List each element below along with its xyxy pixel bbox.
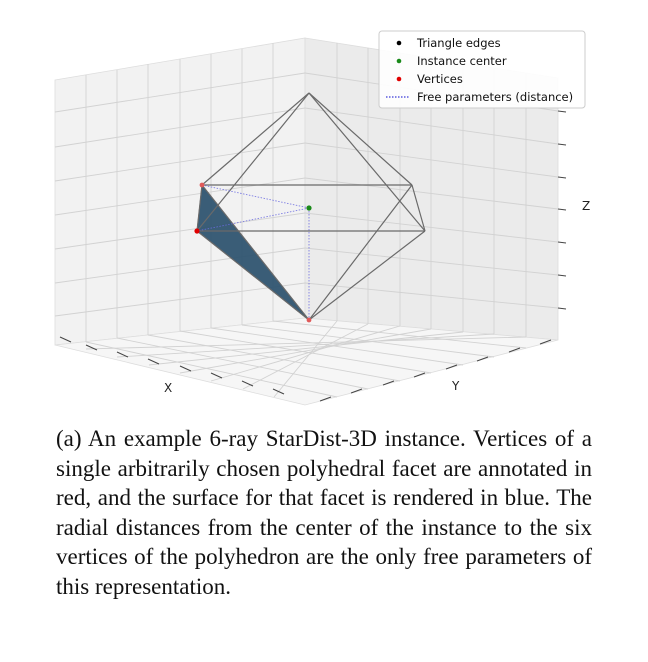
x-axis-label: X bbox=[164, 381, 173, 395]
vertex-marker bbox=[200, 183, 205, 188]
z-axis-label: Z bbox=[582, 199, 591, 213]
legend-label-triangle-edges: Triangle edges bbox=[417, 36, 501, 50]
vertex-marker bbox=[307, 318, 312, 323]
legend-label-instance-center: Instance center bbox=[417, 54, 507, 68]
legend-label-vertices: Vertices bbox=[417, 72, 463, 86]
legend-marker-instance-center bbox=[397, 59, 402, 64]
figure-caption: (a) An example 6-ray StarDist-3D instance. Vertices of a single arbitrarily chosen polyhedral facet are annotated in red, and the surface for that facet is rendered in blue. The radial distances from the center of the instance to the six vertices of the polyhedron are the only free parameters of this representation. bbox=[56, 426, 592, 599]
legend bbox=[379, 31, 585, 108]
vertex-marker bbox=[194, 228, 199, 233]
legend-label-free-parameters: Free parameters (distance) bbox=[417, 90, 574, 104]
y-axis-label: Y bbox=[452, 379, 460, 393]
legend-marker-triangle-edges bbox=[397, 41, 402, 46]
instance-center-marker bbox=[306, 205, 311, 210]
legend-marker-vertices bbox=[397, 77, 402, 82]
